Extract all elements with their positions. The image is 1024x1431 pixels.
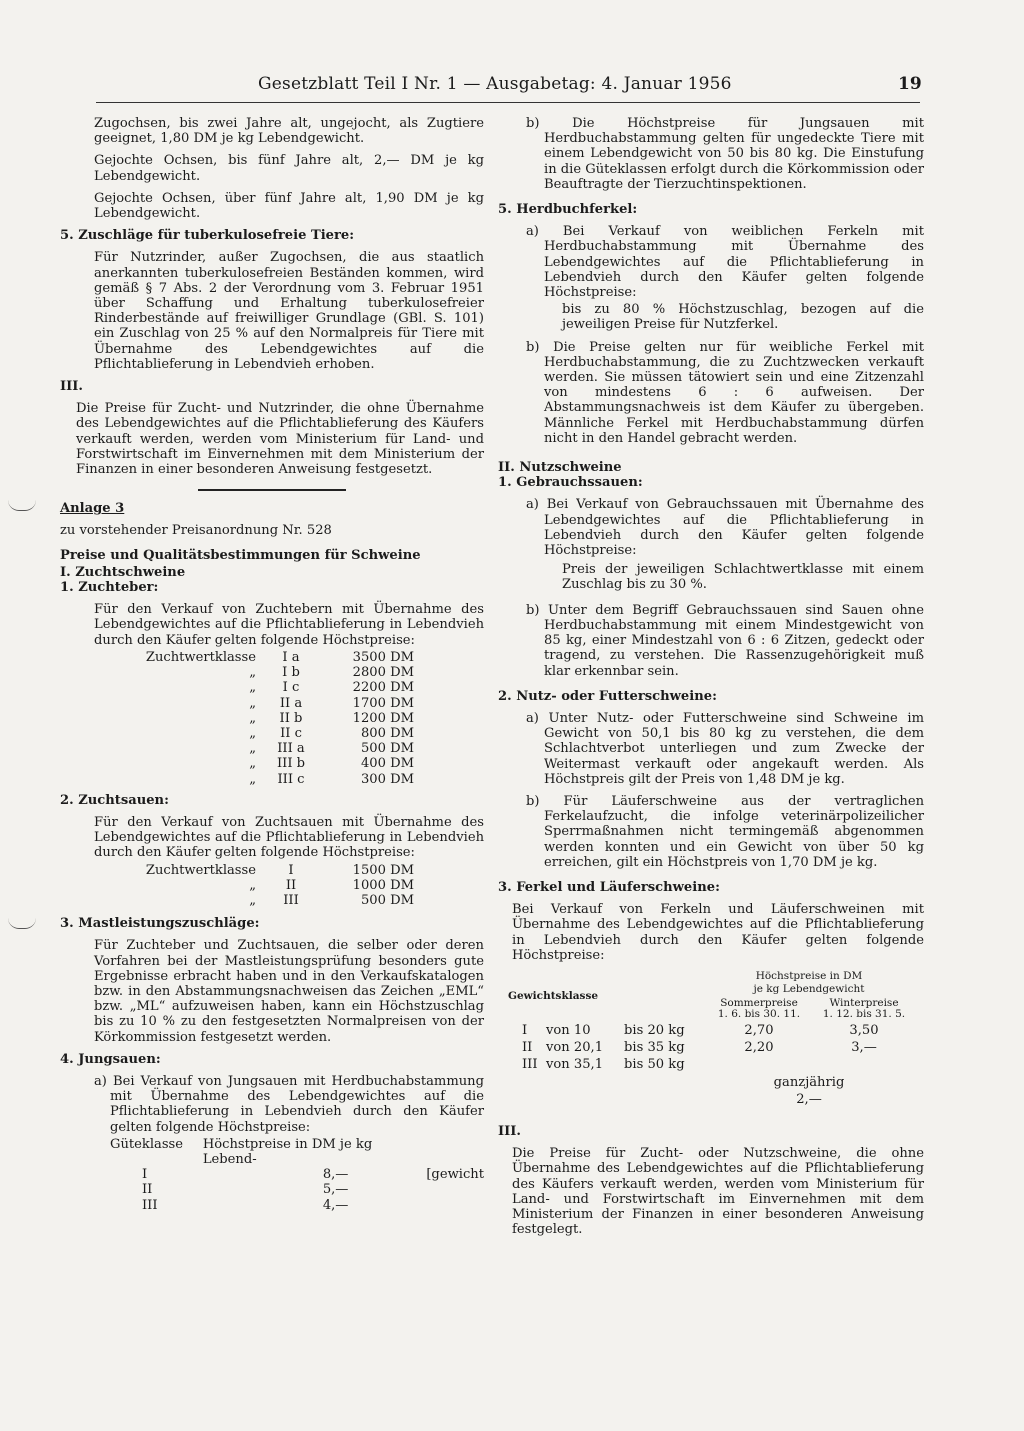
table-cell: „ xyxy=(249,695,256,711)
table-header: Gewichtsklasse xyxy=(508,990,599,1003)
section-heading: 5. Herdbuchferkel: xyxy=(498,202,638,218)
page-header xyxy=(0,74,1024,98)
table-cell: 2,— xyxy=(796,1091,822,1107)
section-heading: 3. Ferkel und Läuferschweine: xyxy=(498,879,720,895)
paragraph: Für den Verkauf von Zuchtsauen mit Übernahme des Lebendgewichtes auf die Pflichtablieferung in Lebendvieh durch den Käufer gelten folgende Höchstpreise: xyxy=(94,814,484,861)
paragraph: a) Bei Verkauf von weiblichen Ferkeln mit Herdbuchabstammung mit Übernahme des Lebendgewichtes auf die Pflichtablieferung in Lebendvieh durch den Käufer gelten folgende Höchstpreise: xyxy=(526,224,924,301)
paragraph: Die Preise für Zucht- oder Nutzschweine, die ohne Übernahme des Lebendgewichtes auf die Pflichtablieferung des Käufers verkauft werden, werden vom Ministerium für Land- und Forstwirtschaft im Einvernehmen mit dem Ministerium der Finanzen in einer besonderen Anweisung festgelegt. xyxy=(512,1146,924,1238)
table-cell: III xyxy=(283,892,299,908)
table-cell: I a xyxy=(282,649,300,665)
section-heading: 1. Gebrauchssauen: xyxy=(498,475,643,491)
header-rule xyxy=(96,102,920,103)
table-cell: III xyxy=(522,1057,538,1073)
paragraph: b) Unter dem Begriff Gebrauchssauen sind Sauen ohne Herdbuchabstammung mit einem Mindestgewicht von 85 kg, einer Mindestzahl von 6 : 6 Zitzen, gedeckt oder tragend, zu verstehen. Die Rassenzugehörigkeit muß klar erkennbar sein. xyxy=(526,602,924,679)
anlage-title: Anlage 3 xyxy=(60,501,125,517)
table-row xyxy=(86,726,414,741)
table-cell: III xyxy=(142,1197,158,1213)
paragraph: a) Unter Nutz- oder Futterschweine sind Schweine im Gewicht von 50,1 bis 80 kg zu verstehen, die dem Schlachtverbot unterliegen und zum Zwecke der Weitermast verkauft oder angekauft werden. Als Höchstpreis gilt der Preis von 1,48 DM je kg. xyxy=(526,710,924,787)
anlage-subtitle: zu vorstehender Preisanordnung Nr. 528 xyxy=(60,523,332,539)
table-cell: 1000 DM xyxy=(352,877,414,893)
table-cell: I xyxy=(288,862,294,878)
table-cell: 3500 DM xyxy=(352,649,414,665)
table-cell: von 10 xyxy=(546,1022,591,1038)
table-row xyxy=(86,665,414,680)
table-cell: bis 35 kg xyxy=(624,1040,685,1056)
table-cell: Zuchtwertklasse xyxy=(145,862,256,878)
table-row xyxy=(86,756,414,771)
table-cell: ganzjährig xyxy=(773,1074,845,1090)
table-header: Güteklasse xyxy=(110,1136,184,1152)
table-cell: „ xyxy=(249,877,256,893)
paragraph: Gejochte Ochsen, bis fünf Jahre alt, 2,— DM je kg Lebendgewicht. xyxy=(94,153,484,184)
table-cell: III c xyxy=(277,771,305,787)
table-row xyxy=(508,1056,914,1073)
table-cell: [gewicht xyxy=(426,1167,484,1183)
table-header: Höchstpreise in DM xyxy=(755,969,863,982)
paragraph: a) Bei Verkauf von Jungsauen mit Herdbuchabstammung mit Übernahme des Lebendgewichtes auf die Pflichtablieferung in Lebendvieh durch den Käufer gelten folgende Höchstpreise: xyxy=(94,1073,484,1135)
table-cell: II xyxy=(285,877,297,893)
table-row xyxy=(86,711,414,726)
table-cell: „ xyxy=(249,725,256,741)
section-number: III. xyxy=(498,1123,521,1139)
jungsauen-table xyxy=(110,1137,484,1213)
table-cell: 500 DM xyxy=(360,741,414,757)
table-cell xyxy=(704,1056,814,1073)
paragraph: b) Für Läuferschweine aus der vertraglichen Ferkelaufzucht, die infolge veterinärpolizeilicher Sperrmaßnahmen nicht termingemäß abgenommen werden konnten und ein Gewicht von über 50 kg erreichen, gilt ein Höchstpreis von 1,70 DM je kg. xyxy=(526,793,924,870)
table-cell: II b xyxy=(279,710,303,726)
table-cell: 300 DM xyxy=(360,771,414,787)
table-cell: I c xyxy=(282,680,300,696)
section-heading: 2. Nutz- oder Futterschweine: xyxy=(498,688,717,704)
zuchteber-table xyxy=(86,650,414,787)
table-header: 1. 12. bis 31. 5. xyxy=(822,1008,906,1021)
subsection-title: I. Zuchtschweine xyxy=(60,564,186,580)
table-row xyxy=(86,696,414,711)
table-cell: bis 50 kg xyxy=(624,1057,685,1073)
paragraph: Für Nutzrinder, außer Zugochsen, die aus staatlich anerkannten tuberkulosefreien Beständen kommen, wird gemäß § 7 Abs. 2 der Verordnung vom 3. Februar 1951 über Schaffung und Erhaltung tuberkulosefreier Rinderbestände auf freiwilliger Grundlage (GBl. S. 101) ein Zuschlag von 25 % auf den Normalpreis für Tiere mit Übernahme des Lebendgewichtes auf die Pflichtablieferung in Lebendvieh erhoben. xyxy=(94,250,484,372)
table-cell: „ xyxy=(249,665,256,681)
table-header: je kg Lebendgewicht xyxy=(753,983,865,996)
table-row xyxy=(110,1182,484,1197)
left-column xyxy=(60,116,484,1213)
paragraph: b) Die Preise gelten nur für weibliche Ferkel mit Herdbuchabstammung, die zu Zuchtzwecken verkauft werden. Sie müssen tätowiert sein und eine Zitzenzahl von mindestens 6 : 6 aufweisen. Der Abstammungsnachweis ist dem Käufer zu übergeben. Männliche Ferkel mit Herdbuchabstammung dürfen nicht in den Handel gebracht werden. xyxy=(526,339,924,446)
table-cell: 1500 DM xyxy=(352,862,414,878)
table-cell: „ xyxy=(249,741,256,757)
table-cell: „ xyxy=(249,771,256,787)
paragraph: a) Bei Verkauf von Gebrauchssauen mit Übernahme des Lebendgewichtes auf die Pflichtablieferung in Lebendvieh durch den Käufer gelten folgende Höchstpreise: xyxy=(526,497,924,559)
section-number: III. xyxy=(60,379,83,395)
table-row xyxy=(110,1198,484,1213)
ferkel-price-table xyxy=(508,970,914,1108)
section-heading: 2. Zuchtsauen: xyxy=(60,792,169,808)
table-cell: „ xyxy=(249,892,256,908)
table-cell xyxy=(814,1056,914,1073)
table-cell: 400 DM xyxy=(360,756,414,772)
table-cell: 3,50 xyxy=(849,1022,879,1038)
paragraph: Preis der jeweiligen Schlachtwertklasse mit einem Zuschlag bis zu 30 %. xyxy=(562,562,924,593)
table-row xyxy=(86,772,414,787)
paragraph: Bei Verkauf von Ferkeln und Läuferschweinen mit Übernahme des Lebendgewichtes auf die Pflichtablieferung in Lebendvieh durch den Käufer gelten folgende Höchstpreise: xyxy=(512,902,924,963)
table-header: Winterpreise xyxy=(829,996,899,1009)
table-row xyxy=(86,650,414,665)
table-cell: 4,— xyxy=(322,1197,349,1213)
table-cell: I b xyxy=(282,665,300,681)
right-column xyxy=(498,116,924,1244)
table-cell: 8,— xyxy=(322,1167,349,1183)
table-cell: 2,20 xyxy=(744,1040,774,1056)
section-heading: 4. Jungsauen: xyxy=(60,1051,161,1067)
table-row xyxy=(508,1022,914,1039)
table-cell: I xyxy=(142,1167,148,1183)
table-cell: 2800 DM xyxy=(352,665,414,681)
table-row xyxy=(86,893,414,908)
paragraph: Zugochsen, bis zwei Jahre alt, ungejocht, als Zugtiere geeignet, 1,80 DM je kg Lebendgewicht. xyxy=(94,116,484,147)
table-row xyxy=(86,741,414,756)
table-cell: „ xyxy=(249,756,256,772)
table-cell: von 35,1 xyxy=(546,1057,604,1073)
separator-rule xyxy=(198,489,346,491)
table-cell: 2200 DM xyxy=(352,680,414,696)
table-cell: bis 20 kg xyxy=(624,1022,685,1038)
table-cell: 1200 DM xyxy=(352,710,414,726)
paragraph: bis zu 80 % Höchstzuschlag, bezogen auf die jeweiligen Preise für Nutzferkel. xyxy=(562,302,924,333)
document-title: Preise und Qualitätsbestimmungen für Schweine xyxy=(60,547,421,563)
table-row xyxy=(86,863,414,878)
table-cell: 1700 DM xyxy=(352,695,414,711)
margin-mark xyxy=(8,918,36,929)
paragraph: b) Die Höchstpreise für Jungsauen mit Herdbuchabstammung gelten für ungedeckte Tiere mit einem Lebendgewicht von 50 bis 80 kg. Die Einstufung in die Güteklassen erfolgt durch die Körkommission oder Beauftragte der Tierzuchtinspektionen. xyxy=(526,116,924,192)
paragraph: Für den Verkauf von Zuchtebern mit Übernahme des Lebendgewichtes auf die Pflichtablieferung in Lebendvieh durch den Käufer gelten folgende Höchstpreise: xyxy=(94,602,484,648)
margin-mark xyxy=(8,500,36,511)
table-cell: 3,— xyxy=(851,1040,877,1056)
page-number: 19 xyxy=(898,74,922,94)
section-heading: 1. Zuchteber: xyxy=(60,580,159,596)
table-cell: II xyxy=(142,1182,153,1198)
table-cell: 800 DM xyxy=(360,725,414,741)
table-header: Sommerpreise xyxy=(720,996,798,1009)
paragraph: Gejochte Ochsen, über fünf Jahre alt, 1,90 DM je kg Lebendgewicht. xyxy=(94,190,484,222)
table-row xyxy=(110,1167,484,1182)
table-cell: II c xyxy=(280,725,302,741)
zuchtsauen-table xyxy=(86,863,414,909)
header-title: Gesetzblatt Teil I Nr. 1 — Ausgabetag: 4. Januar 1956 xyxy=(258,74,732,94)
section-heading: 3. Mastleistungszuschläge: xyxy=(60,916,260,932)
table-header: 1. 6. bis 30. 11. xyxy=(717,1008,801,1021)
table-cell: 500 DM xyxy=(360,892,414,908)
table-cell: „ xyxy=(249,710,256,726)
table-cell: „ xyxy=(249,680,256,696)
table-cell: II xyxy=(522,1040,533,1056)
table-cell: II a xyxy=(279,695,303,711)
table-cell: 5,— xyxy=(322,1182,349,1198)
table-cell: I xyxy=(522,1022,528,1038)
subsection-title: II. Nutzschweine xyxy=(498,460,622,476)
table-cell: 2,70 xyxy=(744,1022,774,1038)
table-row xyxy=(86,680,414,695)
table-cell: Zuchtwertklasse xyxy=(145,649,256,665)
paragraph: Für Zuchteber und Zuchtsauen, die selber oder deren Vorfahren bei der Mastleistungsprüfung besonders gute Ergebnisse erbracht haben und in den Verkaufskatalogen bzw. in den Abstammungsnachweisen das Zeichen „EML“ bzw. „ML“ aufzuweisen haben, kann ein Höchstzuschlag bis zu 10 % zu den festgesetzten Normalpreisen von der Körkommission festgesetzt werden. xyxy=(94,938,484,1045)
section-heading: 5. Zuschläge für tuberkulosefreie Tiere: xyxy=(60,228,355,244)
paragraph: Die Preise für Zucht- und Nutzrinder, die ohne Übernahme des Lebendgewichtes auf die Pflichtablieferung des Käufers verkauft werden, werden vom Ministerium für Land- und Forstwirtschaft im Einvernehmen mit dem Ministerium der Finanzen in einer besonderen Anweisung festgesetzt. xyxy=(76,401,484,478)
table-cell: III b xyxy=(276,756,306,772)
table-header: Höchstpreise in DM je kg Lebend- xyxy=(202,1136,373,1167)
table-row xyxy=(86,878,414,893)
table-cell: von 20,1 xyxy=(546,1040,604,1056)
table-row xyxy=(508,1039,914,1056)
table-cell: III a xyxy=(277,741,305,757)
